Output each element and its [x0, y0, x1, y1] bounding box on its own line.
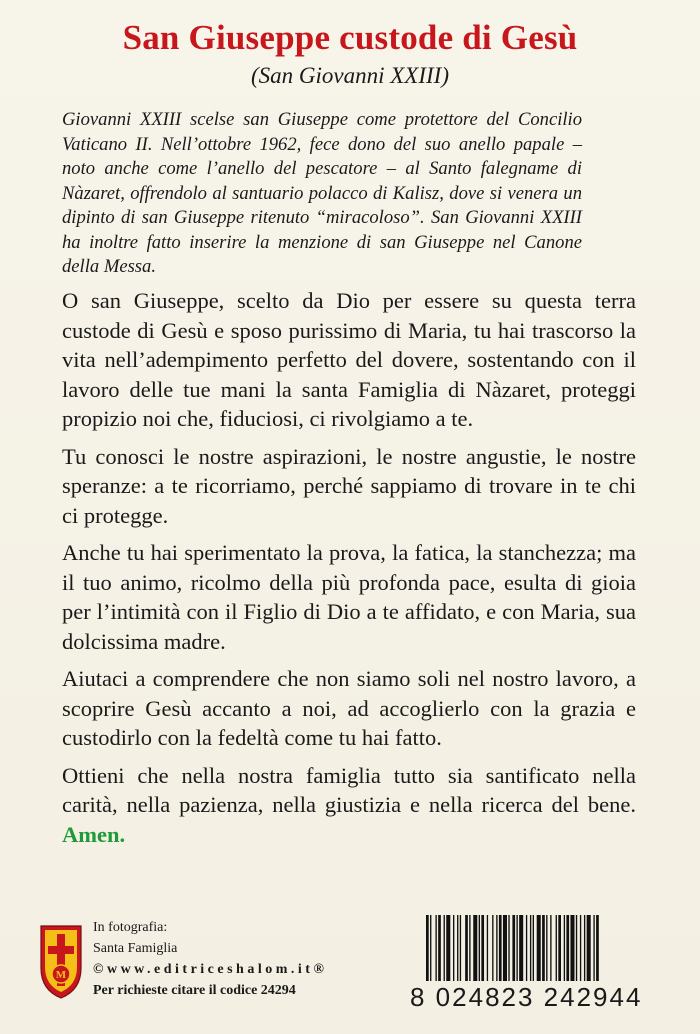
- barcode-bar: [596, 915, 599, 981]
- barcode-bar: [530, 915, 531, 981]
- svg-text:M: M: [55, 969, 67, 981]
- barcode-bar: [564, 915, 565, 981]
- prayer-text: [62, 286, 636, 857]
- barcode-bar: [542, 915, 545, 981]
- barcode-bar: [533, 915, 534, 981]
- prayer-last-text: Ottieni che nella nostra famiglia tutto sia santificato nella carità, nella pazienza, nella giustizia e nella ricerca del bene.: [62, 762, 636, 817]
- barcode-bar: [546, 915, 547, 981]
- barcode-bar: [499, 915, 502, 981]
- page-title: San Giuseppe custode di Gesù: [122, 18, 578, 57]
- barcode-bar: [435, 915, 436, 981]
- barcode-digits: 8 024823 242944: [410, 982, 643, 1012]
- barcode-bar: [508, 915, 509, 981]
- barcode-bar: [580, 915, 581, 981]
- barcode-bar: [444, 915, 445, 981]
- credits: [93, 917, 393, 1001]
- barcode-bar: [584, 915, 585, 981]
- prayer-paragraph: Anche tu hai sperimentato la prova, la fatica, la stanchezza; ma il tuo animo, ricolmo della più profonda pace, esulta di gioia per l’intimità con il Figlio di Dio a te affidato, e con Maria, sua dolcissima madre.: [62, 540, 636, 654]
- prayer-paragraph-last: [62, 761, 636, 850]
- barcode-bar: [587, 915, 591, 981]
- barcode-bar: [473, 915, 477, 981]
- barcode-bar: [492, 915, 493, 981]
- barcode-bar: [519, 915, 523, 981]
- barcode-bar: [453, 915, 454, 981]
- barcode-bar: [446, 915, 450, 981]
- barcode-bar: [503, 915, 507, 981]
- publisher-website: ©www.editriceshalom.it®: [93, 962, 328, 977]
- barcode-bar: [570, 915, 574, 981]
- barcode-bar: [438, 915, 441, 981]
- barcode-bar: [516, 915, 517, 981]
- barcode-bar: [550, 915, 551, 981]
- credits-photo-title: Santa Famiglia: [93, 941, 178, 956]
- barcode-bar: [426, 915, 429, 981]
- barcode-bar: [469, 915, 470, 981]
- barcode-bar: [460, 915, 461, 981]
- barcode-bar: [526, 915, 527, 981]
- barcode-bar: [465, 915, 468, 981]
- barcode-bar: [512, 915, 515, 981]
- order-code: Per richieste citare il codice 24294: [93, 983, 296, 998]
- prayer-paragraph: Aiutaci a comprendere che non siamo soli nel nostro lavoro, a scoprire Gesù accanto a noi, ad accoglierlo con la grazia e custodirlo con la fedeltà come tu hai fatto.: [62, 666, 636, 750]
- barcode-bar: [430, 915, 431, 981]
- barcode-bar: [479, 915, 480, 981]
- barcode-bar: [576, 915, 577, 981]
- barcode-bar: [566, 915, 569, 981]
- barcode-bar: [593, 915, 594, 981]
- credits-photo-label: In fotografia:: [93, 920, 168, 935]
- shield-cross-icon: [38, 920, 84, 1000]
- barcode-bar: [496, 915, 497, 981]
- barcode-bar: [457, 915, 458, 981]
- barcode-bar: [481, 915, 484, 981]
- intro-paragraph: Giovanni XXIII scelse san Giuseppe come protettore del Concilio Vaticano II. Nell’ottobre 1962, fece dono del suo anello papale – noto anche come l’anello del pescatore – al Santo falegname di Nàzaret, offrendolo al santuario polacco di Kalisz, dove si venera un dipinto di san Giuseppe ritenuto “miracoloso”. San Giovanni XXIII ha inoltre fatto inserire la menzione di san Giuseppe nel Canone della Messa.: [62, 109, 582, 277]
- prayer-paragraph: O san Giuseppe, scelto da Dio per essere su questa terra custode di Gesù e sposo purissimo di Maria, tu hai trascorso la vita nell’adempimento perfetto del dovere, sostentando con il lavoro delle tue mani la santa Famiglia di Nàzaret, proteggi propizio noi che, fiduciosi, ci rivolgiamo a te.: [62, 288, 636, 431]
- barcode-bar: [558, 915, 561, 981]
- barcode-bar: [556, 915, 557, 981]
- barcode-bar: [537, 915, 541, 981]
- prayer-paragraph: Tu conosci le nostre aspirazioni, le nostre angustie, le nostre speranze: a te ricorriamo, perché sappiamo di trovare in te chi ci protegge.: [62, 443, 636, 528]
- page-subtitle: (San Giovanni XXIII): [251, 63, 449, 88]
- amen-word: Amen.: [62, 821, 126, 847]
- barcode-bar: [487, 915, 488, 981]
